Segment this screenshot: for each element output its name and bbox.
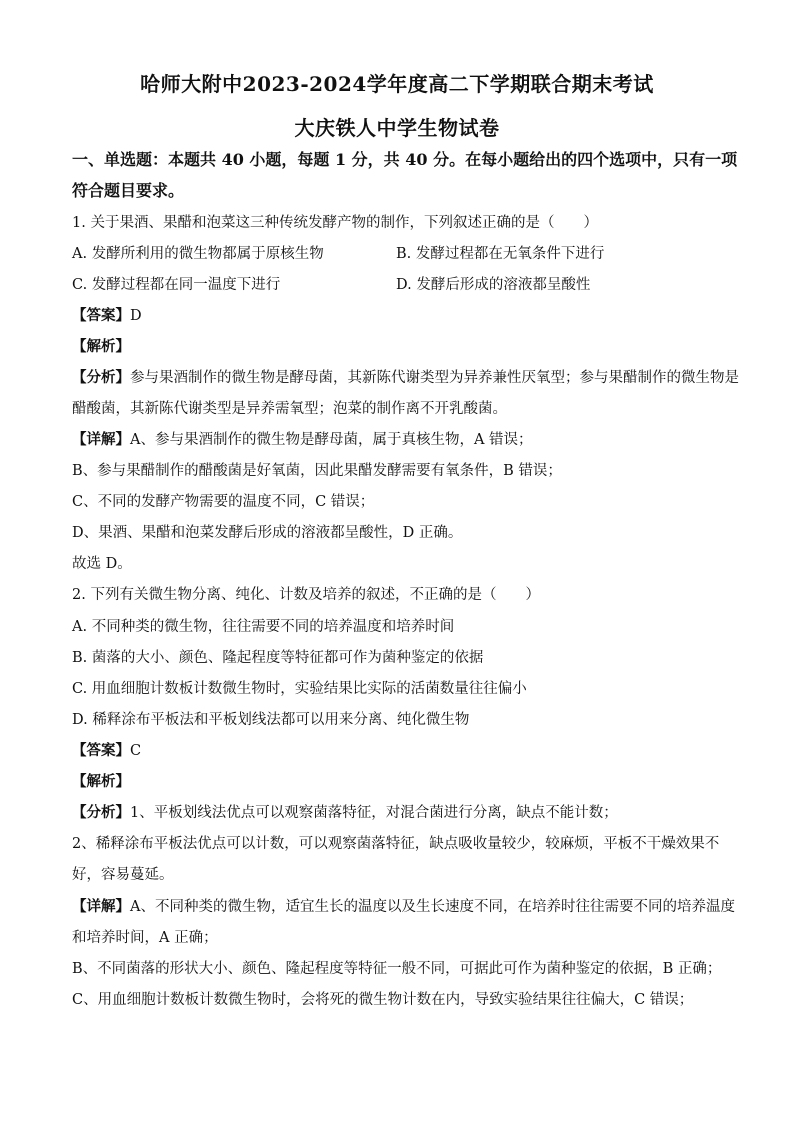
q2-option-d: D. 稀释涂布平板法和平板划线法都可以用来分离、纯化微生物 bbox=[72, 712, 470, 728]
q2-analysis-tag bbox=[72, 772, 130, 792]
q1-option-a: A. 发酵所利用的微生物都属于原核生物 bbox=[72, 246, 324, 262]
fenxi-text: 1、平板划线法优点可以观察菌落特征，对混合菌进行分离，缺点不能计数； bbox=[130, 805, 618, 821]
q1-conclusion: 故选 D。 bbox=[72, 556, 132, 572]
q1-option-c: C. 发酵过程都在同一温度下进行 bbox=[72, 277, 281, 293]
q1-stem: 1. 关于果酒、果醋和泡菜这三种传统发酵产物的制作，下列叙述正确的是（ ） bbox=[72, 215, 598, 231]
fenxi-text: 参与果酒制作的微生物是酵母菌，其新陈代谢类型为异养兼性厌氧型；参与果醋制作的微生物是 bbox=[130, 370, 739, 386]
xiangjie-tag: 【详解】 bbox=[72, 431, 130, 448]
q1-detail-a bbox=[72, 430, 533, 450]
q1-fenxi-line1 bbox=[72, 368, 739, 388]
q1-detail-d: D、果酒、果醋和泡菜发酵后形成的溶液都呈酸性，D 正确。 bbox=[72, 525, 463, 541]
answer-value: D bbox=[130, 308, 142, 324]
q2-fenxi-line2: 2、稀释涂布平板法优点可以计数，可以观察菌落特征，缺点吸收量较少，较麻烦，平板不干燥效果不 bbox=[72, 836, 720, 852]
section-heading-line2: 符合题目要求。 bbox=[72, 181, 185, 200]
q1-detail-b: B、参与果醋制作的醋酸菌是好氧菌，因此果醋发酵需要有氧条件，B 错误； bbox=[72, 463, 562, 479]
q1-option-b: B. 发酵过程都在无氧条件下进行 bbox=[396, 246, 605, 262]
fenxi-tag: 【分析】 bbox=[72, 804, 130, 821]
answer-tag: 【答案】 bbox=[72, 742, 130, 759]
q2-stem: 2. 下列有关微生物分离、纯化、计数及培养的叙述，不正确的是（ ） bbox=[72, 587, 540, 603]
q1-fenxi-line2: 醋酸菌，其新陈代谢类型是异养需氧型；泡菜的制作离不开乳酸菌。 bbox=[72, 401, 507, 417]
section-heading-line1: 一、单选题：本题共 40 小题，每题 1 分，共 40 分。在每小题给出的四个选项中，只有一项 bbox=[72, 150, 738, 169]
q2-detail-a-line1 bbox=[72, 897, 735, 917]
answer-value: C bbox=[130, 743, 142, 759]
q1-detail-c: C、不同的发酵产物需要的温度不同，C 错误； bbox=[72, 494, 375, 510]
analysis-tag: 【解析】 bbox=[72, 773, 130, 790]
q2-detail-b: B、不同菌落的形状大小、颜色、隆起程度等特征一般不同，可据此可作为菌种鉴定的依据，B 正确； bbox=[72, 961, 722, 977]
q2-detail-a-line2: 和培养时间，A 正确； bbox=[72, 930, 218, 946]
q2-fenxi-line3: 好，容易蔓延。 bbox=[72, 867, 174, 883]
q2-answer bbox=[72, 741, 141, 761]
answer-tag: 【答案】 bbox=[72, 307, 130, 324]
q1-analysis-tag bbox=[72, 337, 130, 357]
q2-option-b: B. 菌落的大小、颜色、隆起程度等特征都可作为菌种鉴定的依据 bbox=[72, 650, 484, 666]
q1-answer bbox=[72, 306, 142, 326]
analysis-tag: 【解析】 bbox=[72, 338, 130, 355]
q2-fenxi-line1 bbox=[72, 803, 618, 823]
detail-text: A、参与果酒制作的微生物是酵母菌，属于真核生物，A 错误； bbox=[130, 432, 533, 448]
xiangjie-tag: 【详解】 bbox=[72, 898, 130, 915]
q2-option-c: C. 用血细胞计数板计数微生物时，实验结果比实际的活菌数量往往偏小 bbox=[72, 681, 527, 697]
fenxi-tag: 【分析】 bbox=[72, 369, 130, 386]
exam-subtitle: 大庆铁人中学生物试卷 bbox=[294, 116, 500, 140]
detail-text: A、不同种类的微生物，适宜生长的温度以及生长速度不同，在培养时往往需要不同的培养温度 bbox=[130, 899, 735, 915]
q2-detail-c: C、用血细胞计数板计数微生物时，会将死的微生物计数在内，导致实验结果往往偏大，C 错误； bbox=[72, 992, 694, 1008]
q1-option-d: D. 发酵后形成的溶液都呈酸性 bbox=[396, 277, 591, 293]
q2-option-a: A. 不同种类的微生物，往往需要不同的培养温度和培养时间 bbox=[72, 619, 455, 635]
exam-title: 哈师大附中2023-2024学年度高二下学期联合期末考试 bbox=[140, 72, 654, 96]
